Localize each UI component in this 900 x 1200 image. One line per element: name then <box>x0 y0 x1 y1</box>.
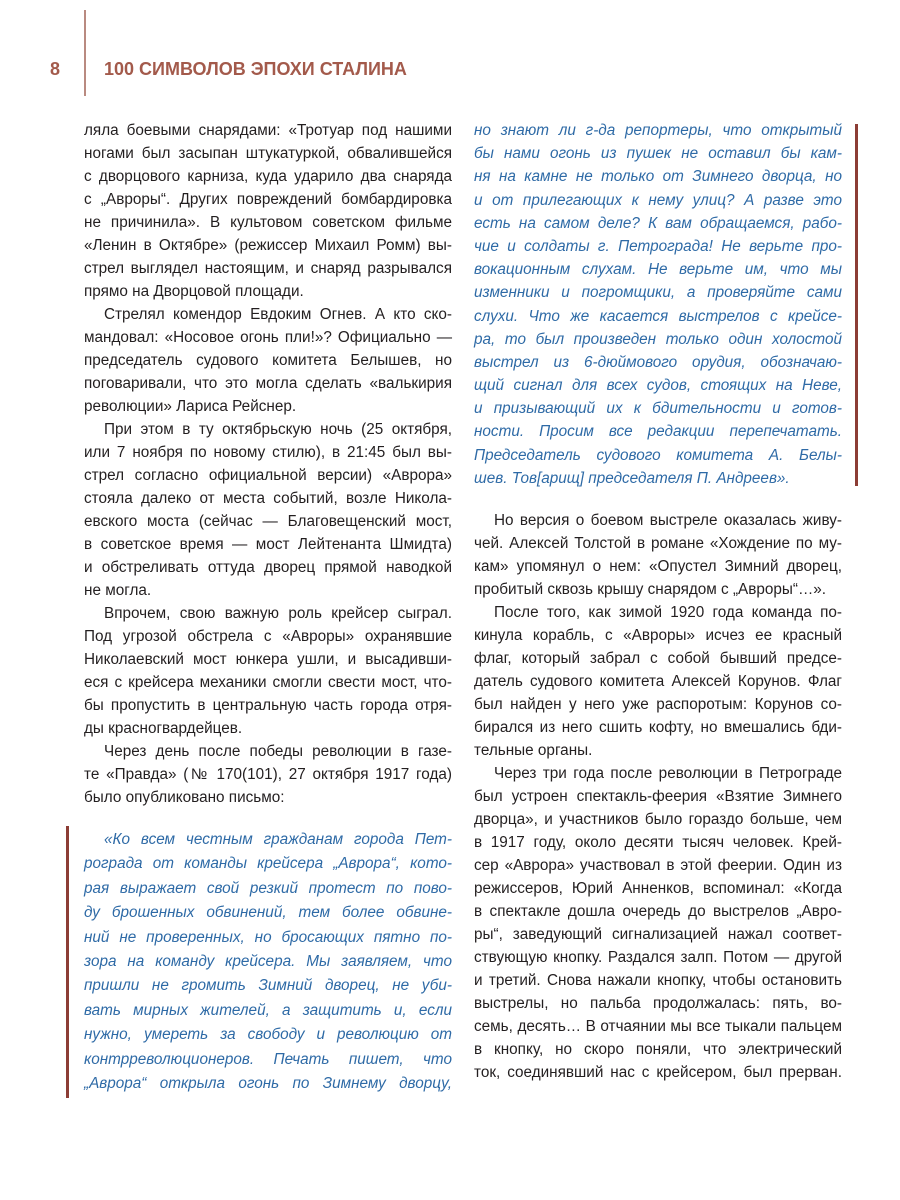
quote-line: зора на команду крейсера. Мы заявляем, что <box>84 952 452 970</box>
text-line: чей. Алексей Толстой в романе «Хождение по му- <box>474 535 842 552</box>
text-line: еся с крейсера механики смогли свести мост, что- <box>84 674 452 691</box>
quote-line: рограда от команды крейсера „Аврора“, кото- <box>84 855 452 873</box>
text-line: бы пропустить в центральную часть города отря- <box>84 697 452 714</box>
text-line: мандовал: «Носовое огонь пли!»? Официально — <box>84 329 452 346</box>
text-line: бирался из него сшить кофту, но вмешались бди- <box>474 719 842 736</box>
quote-block <box>84 828 452 1096</box>
text-line: «Ленин в Октябре» (режиссер Михаил Ромм) вы- <box>84 237 452 254</box>
text-line: революции» Лариса Рейснер. <box>84 398 297 415</box>
quote-line: выстрел из 6-дюймового орудия, обозначаю- <box>474 353 842 371</box>
quote-line: вать мирных жителей, а защитить и, если <box>84 1001 452 1019</box>
paragraph <box>84 418 452 602</box>
left-column-body <box>84 119 452 809</box>
paragraph <box>84 119 452 303</box>
text-line: председатель судового комитета Белышев, но <box>84 352 452 369</box>
quote-line: ра, то был произведен только один холостой <box>474 330 842 348</box>
running-title: 100 СИМВОЛОВ ЭПОХИ СТАЛИНА <box>104 59 407 79</box>
text-line: ляла боевыми снарядами: «Тротуар под нашими <box>84 122 452 139</box>
quote-line: вокационным слухам. Не верьте им, что мы <box>474 261 842 279</box>
text-line: Впрочем, свою важную роль крейсер сыграл. <box>104 605 452 622</box>
text-line: в спектакле дошла очередь до выстрелов „Авро- <box>474 903 842 920</box>
text-line: ды красногвардейцев. <box>84 720 243 737</box>
quote-line: нужно, умереть за свободу и революцию от <box>84 1026 452 1044</box>
text-line: пробитый сквозь крышу снарядом с „Авроры“…». <box>474 581 827 598</box>
right-column-body <box>474 509 842 1084</box>
paragraph <box>474 509 842 601</box>
quote-line: чие и солдаты г. Петрограда! Не верьте про- <box>474 237 842 255</box>
text-line: кинула корабль, с «Авроры» исчез ее красный <box>474 627 842 644</box>
text-line: датель судового комитета Алексей Корунов. Флаг <box>474 673 842 690</box>
text-line: дворца», и участников было гораздо больше, чем <box>474 811 842 828</box>
text-line: режиссеров, Юрий Анненков, вспоминал: «Когда <box>474 880 842 897</box>
text-line: прямо на Дворцовой площади. <box>84 283 304 300</box>
paragraph <box>84 303 452 418</box>
text-line: ствующую кнопку. Раздался залп. Потом — другой <box>474 949 842 966</box>
quote-line: рая выражает свой резкий протест по пово- <box>84 879 452 897</box>
quote-line: шев. Тов[арищ] председателя П. Андреев». <box>474 469 790 487</box>
quote-line: щий сигнал для всех судов, стоящих на Неве, <box>474 377 842 395</box>
text-line: было опубликовано письмо: <box>84 789 285 806</box>
quote-block <box>474 119 842 490</box>
paragraph <box>474 762 842 1084</box>
text-line: или 7 ноября по новому стилю), в 21:45 был вы- <box>84 444 452 461</box>
quote-line: «Ко всем честным гражданам города Пет- <box>104 831 452 848</box>
text-line: семь, десять… В отчаянии мы все тыкали пальцем <box>474 1018 842 1035</box>
page-number: 8 <box>50 59 61 79</box>
text-line: Николаевский мост юнкера ушли, и высадивши- <box>84 651 452 668</box>
quote-line: но знают ли г-да репортеры, что открытый <box>474 122 842 139</box>
quote-line: есть на самом деле? К вам обращаемся, рабо- <box>474 214 842 232</box>
text-line: При этом в ту октябрьскую ночь (25 октября, <box>104 421 452 438</box>
text-line: стрел выглядел настоящим, и снаряд разрывался <box>84 260 452 277</box>
quote-line: ня на камне не только от Зимнего дворца, но <box>474 168 842 186</box>
text-line: ры“, заведующий сигнализацией нажал соответ- <box>474 926 842 943</box>
text-line: с дворцового карниза, куда ударило два снаряда <box>84 168 452 185</box>
quote-line: „Аврора“ открыла огонь по Зимнему дворцу, <box>84 1074 452 1092</box>
text-line: После того, как зимой 1920 года команда по- <box>494 604 842 621</box>
header-divider <box>84 10 86 96</box>
quote-line: бы нами огонь из пушек не оставил бы кам- <box>474 145 842 163</box>
text-line: выстрелы, но пальба продолжалась: пять, во- <box>474 995 842 1012</box>
quote-line: изменники и погромщики, а проверяйте сами <box>474 284 842 302</box>
text-line: был найден у него уже распоротым: Корунов со- <box>474 696 842 713</box>
text-line: Но версия о боевом выстреле оказалась живу- <box>494 512 842 529</box>
text-line: с „Авроры“. Других повреждений бомбардировка <box>84 191 452 208</box>
text-line: Через день после победы революции в газе- <box>104 743 452 760</box>
quote-bar <box>66 826 69 1098</box>
quote-line: пришли не громить Зимний дворец, не уби- <box>84 977 452 995</box>
text-line: был устроен спектакль-феерия «Взятие Зимнего <box>474 788 842 805</box>
text-line: сер «Аврора» участвовал в этой феерии. Один из <box>474 857 842 874</box>
text-line: в кнопку, но скоро поняли, что электрический <box>474 1041 842 1058</box>
text-line: стрел согласно официальной версии) «Аврора» <box>84 467 452 484</box>
quote-line: и призывающий их к бдительности и готов- <box>474 400 842 418</box>
text-line: и обстреливать оттуда дворец прямой наводкой <box>84 559 452 576</box>
text-line: ток, соединявший нас с крейсером, был прерван. <box>474 1064 842 1081</box>
quote-line: контрреволюционеров. Печать пишет, что <box>84 1050 452 1068</box>
text-line: Стрелял комендор Евдоким Огнев. А кто ско- <box>104 306 452 323</box>
text-line: ногами был засыпан штукатуркой, обвалившейся <box>84 145 452 162</box>
text-line: флаг, который забрал с собой бывший предсе- <box>474 650 842 667</box>
quote-line: ду брошенных обвинений, тем более обвине- <box>84 904 452 922</box>
text-line: в 1917 году, около десяти тысяч человек. Крей- <box>474 834 842 851</box>
quote-line: Председатель судового комитета А. Белы- <box>474 446 842 464</box>
text-line: и третий. Снова нажали кнопку, чтобы остановить <box>474 972 842 989</box>
paragraph <box>84 602 452 740</box>
text-line: кам» упомянул о нем: «Опустел Зимний дворец, <box>474 558 842 575</box>
text-line: Под угрозой обстрела с «Авроры» охранявшие <box>84 628 452 645</box>
text-line: тельные органы. <box>474 742 593 759</box>
text-line: поговаривали, что это могла сделать «валькирия <box>84 375 452 392</box>
text-line: в советское время — мост Лейтенанта Шмидта) <box>84 536 452 553</box>
text-line: стояла далеко от места событий, возле Никола- <box>84 490 452 507</box>
paragraph <box>84 740 452 809</box>
text-line: не могла. <box>84 582 152 599</box>
quote-line: ний не проверенных, но бросающих пятно по- <box>84 928 452 946</box>
text-line: не причинила». В культовом советском фильме <box>84 214 452 231</box>
quote-bar <box>855 124 858 486</box>
text-line: Через три года после революции в Петрограде <box>494 765 842 782</box>
quote-line: слухи. Что же касается выстрелов с крейсе- <box>474 307 842 325</box>
quote-line: ности. Просим все редакции перепечатать. <box>474 423 842 441</box>
text-line: евского моста (сейчас — Благовещенский мост, <box>84 513 452 530</box>
paragraph <box>474 601 842 762</box>
text-line: те «Правда» (№ 170(101), 27 октября 1917 года) <box>84 766 452 783</box>
quote-line: и от прилегающих к нему улиц? А разве это <box>474 191 842 209</box>
